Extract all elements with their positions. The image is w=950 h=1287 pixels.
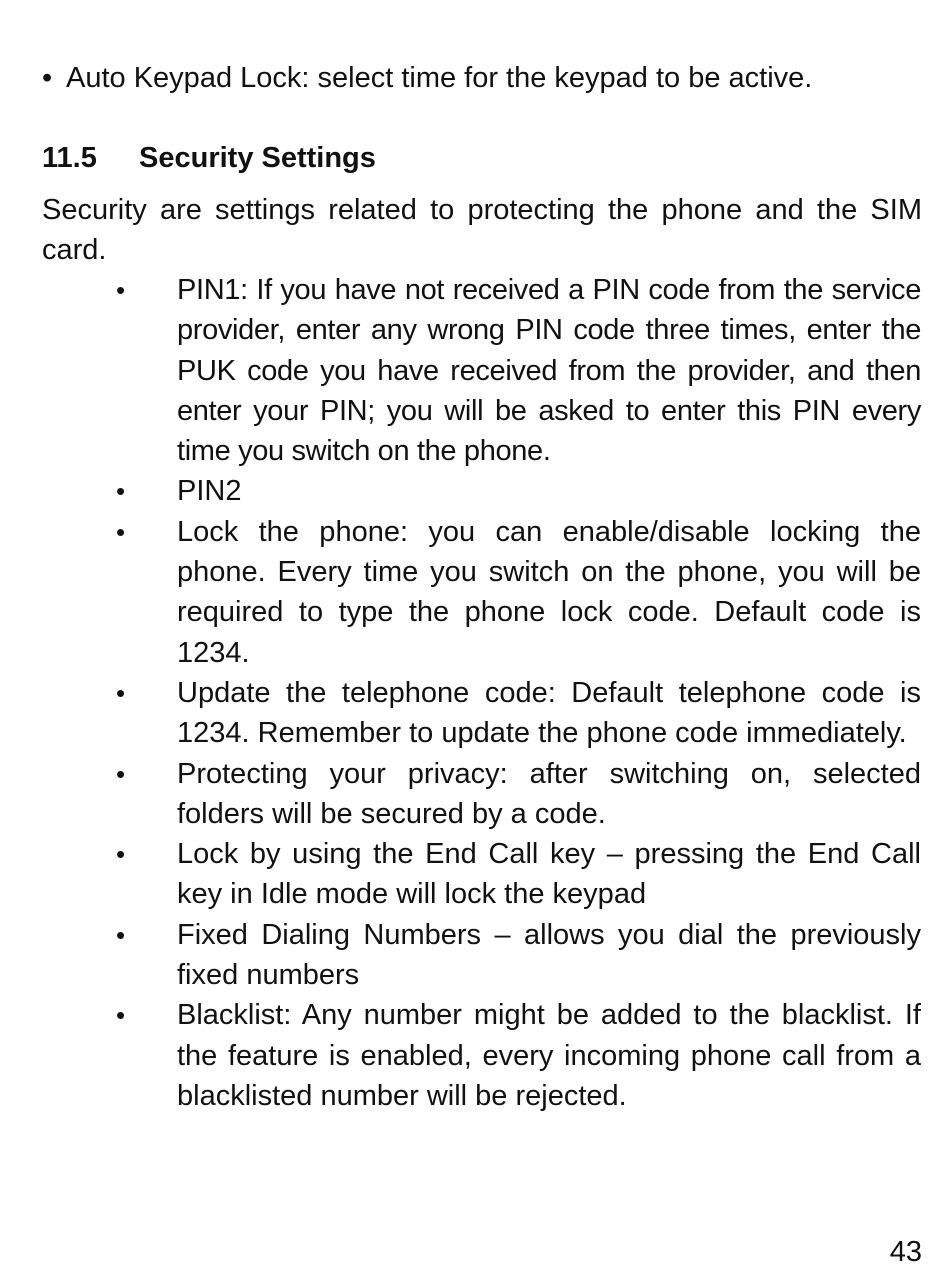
section-intro: Security are settings related to protecting the phone and the SIM card.: [42, 194, 922, 267]
bullet-marker: •: [116, 275, 125, 305]
bullet-marker: •: [116, 516, 126, 547]
bullet-marker: •: [116, 677, 126, 708]
list-item-pin1: [0, 270, 921, 471]
list-item-fixed-dialing: [0, 915, 921, 996]
list-item-text: PIN2: [177, 475, 242, 508]
list-item-text: Update the telephone code: Default telephone code is 1234. Remember to update the phone code immediately.: [177, 676, 921, 750]
list-item-text: Lock the phone: you can enable/disable locking the phone. Every time you switch on the phone, you will be required to type the phone lock code. Default code is 1234.: [177, 515, 921, 669]
list-item-text: Fixed Dialing Numbers – allows you dial the previously fixed numbers: [177, 918, 921, 992]
section-number: 11.5: [42, 142, 97, 174]
list-item-text: Lock by using the End Call key – pressing the End Call key in Idle mode will lock the keypad: [177, 838, 921, 911]
list-item-text: Blacklist: Any number might be added to the blacklist. If the feature is enabled, every incoming phone call from a blacklisted number will be rejected.: [177, 999, 921, 1112]
bullet-marker: •: [116, 476, 126, 507]
list-item-blacklist: [0, 995, 921, 1116]
bullet-marker: •: [116, 758, 126, 789]
bullet-marker: •: [116, 919, 126, 950]
bullet-marker: •: [116, 839, 126, 870]
bullet-marker: •: [42, 62, 53, 94]
page-number: 43: [889, 1236, 922, 1268]
bullet-marker: •: [116, 1000, 126, 1031]
section-title: Security Settings: [139, 142, 376, 174]
list-item-lock-phone: [0, 512, 921, 673]
auto-keypad-lock-text: Auto Keypad Lock: select time for the keypad to be active.: [66, 62, 813, 94]
list-item-update-code: [0, 673, 921, 754]
list-item-text: Protecting your privacy: after switching on, selected folders will be secured by a code.: [177, 757, 921, 830]
section-heading: [42, 138, 376, 178]
list-item-end-call-lock: [0, 834, 921, 915]
list-item-pin2: [0, 471, 921, 511]
security-settings-list: [0, 270, 950, 1116]
list-item-privacy: [0, 754, 921, 835]
list-item-text: PIN1: If you have not received a PIN code from the service provider, enter any wrong PIN code three times, enter the PUK code you have received from the provider, and then enter your PIN; you will be asked to enter this PIN every time you switch on the phone.: [177, 274, 921, 468]
auto-keypad-lock-item: [42, 58, 922, 98]
